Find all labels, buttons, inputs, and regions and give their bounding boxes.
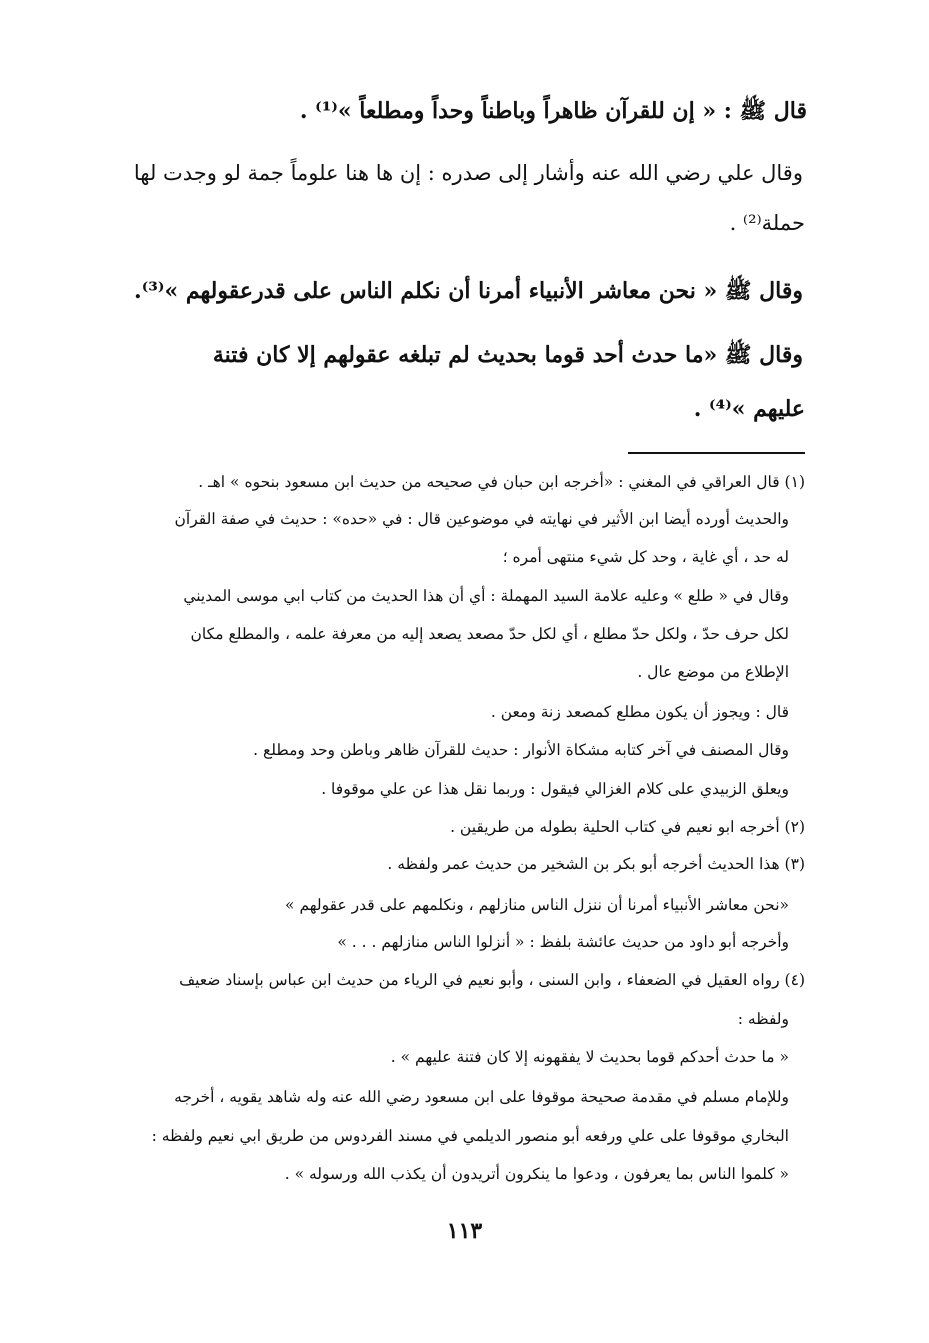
footnote-line-1: (١) قال العراقي في المغني : «أخرجه ابن حبان في صحيحه من حديث ابن مسعود بنحوه » اهـ . — [198, 473, 805, 491]
footnote-line-11: (٣) هذا الحديث أخرجه أبو بكر بن الشخير من حديث عمر ولفظه . — [387, 855, 805, 873]
footnote-line-19: « كلموا الناس بما يعرفون ، ودعوا ما ينكرون أتريدون أن يكذب الله ورسوله » . — [284, 1165, 789, 1183]
footnote-line-4: وقال في « طلع » وعليه علامة السيد المهملة : أي أن هذا الحديث من كتاب ابي موسى المديني — [183, 587, 789, 605]
footnote-line-12: «نحن معاشر الأنبياء أمرنا أن ننزل الناس منازلهم ، ونكلمهم على قدر عقولهم » — [285, 896, 789, 914]
footnote-line-16: « ما حدث أحدكم قوما بحديث لا يفقهونه إلا كان فتنة عليهم » . — [390, 1048, 789, 1066]
footnote-line-17: وللإمام مسلم في مقدمة صحيحة موقوفا على ابن مسعود رضي الله عنه وله شاهد يقويه ، أخرجه — [174, 1088, 789, 1106]
footnote-divider — [628, 452, 805, 454]
main-line-2: وقال علي رضي الله عنه وأشار إلى صدره : إن ها هنا علوماً جمة لو وجدت لها — [133, 161, 803, 185]
footnote-line-13: وأخرجه أبو داود من حديث عائشة بلفظ : « أنزلوا الناس منازلهم . . . » — [337, 933, 789, 951]
main-line-1: قال ﷺ : « إن للقرآن ظاهراً وباطناً وحداً ومطلعاً »⁽¹⁾ . — [299, 98, 807, 124]
main-line-3: حملة⁽²⁾ . — [729, 211, 805, 235]
footnote-line-6: الإطلاع من موضع عال . — [637, 663, 789, 681]
footnote-line-15: ولفظه : — [737, 1010, 789, 1028]
footnote-line-9: ويعلق الزبيدي على كلام الغزالي فيقول : وربما نقل هذا عن علي موقوفا . — [321, 780, 789, 798]
page-number: ١١٣ — [446, 1218, 483, 1244]
footnote-line-18: البخاري موقوفا على علي ورفعه أبو منصور الديلمي في مسند الفردوس من طريق ابي نعيم ولفظه : — [151, 1127, 789, 1145]
footnote-line-7: قال : ويجوز أن يكون مطلع كمصعد زنة ومعن . — [490, 703, 789, 721]
footnote-line-8: وقال المصنف في آخر كتابه مشكاة الأنوار : حديث للقرآن ظاهر وباطن وحد ومطلع . — [253, 741, 789, 759]
main-line-5: وقال ﷺ «ما حدث أحد قوما بحديث لم تبلغه عقولهم إلا كان فتنة — [212, 342, 803, 368]
footnote-line-10: (٢) أخرجه ابو نعيم في كتاب الحلية بطوله من طريقين . — [450, 818, 805, 836]
footnote-line-3: له حد ، أي غاية ، وحد كل شيء منتهى أمره ؛ — [502, 548, 789, 566]
main-line-6: عليهم »⁽⁴⁾ . — [693, 396, 805, 422]
footnote-line-2: والحديث أورده أيضا ابن الأثير في نهايته في موضوعين قال : في «حده» : حديث في صفة القرآن — [174, 510, 789, 528]
footnote-line-5: لكل حرف حدّ ، ولكل حدّ مطلع ، أي لكل حدّ مصعد يصعد إليه من معرفة علمه ، والمطلع مكان — [190, 625, 789, 643]
main-line-4: وقال ﷺ « نحن معاشر الأنبياء أمرنا أن نكلم الناس على قدرعقولهم »⁽³⁾. — [134, 278, 803, 304]
footnote-line-14: (٤) رواه العقيل في الضعفاء ، وابن السنى ، وأبو نعيم في الرياء من حديث ابن عباس بإسناد ضعيف — [179, 971, 805, 989]
